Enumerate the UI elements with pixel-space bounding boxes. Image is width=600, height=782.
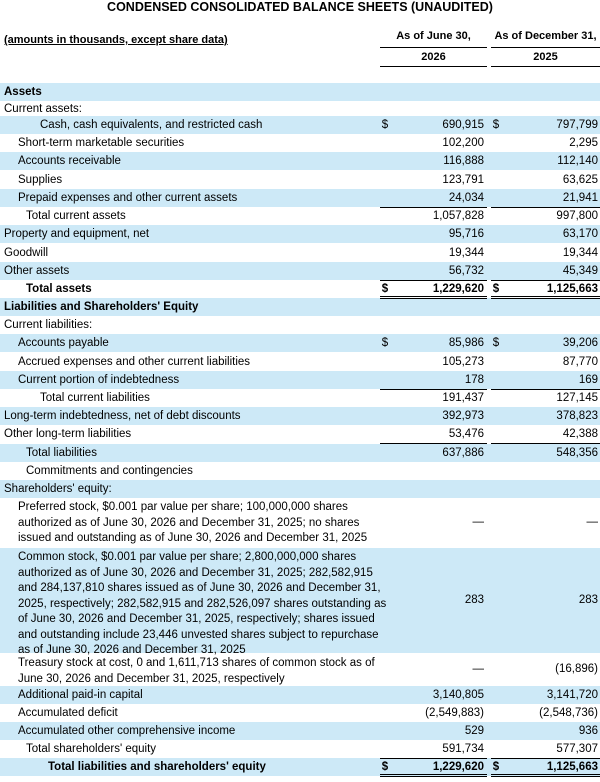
value-june-2026: (2,549,883) — [425, 707, 484, 719]
currency-symbol: $ — [492, 337, 500, 349]
value-june-2026: — — [472, 516, 484, 529]
table-row — [0, 316, 600, 334]
value-dec-2025: 45,349 — [562, 265, 598, 277]
table-row — [0, 654, 600, 686]
table-row — [0, 704, 600, 722]
subtotal-rule — [491, 758, 600, 759]
value-june-2026: 178 — [464, 374, 484, 386]
value-dec-2025: 577,307 — [556, 743, 598, 755]
table-row — [0, 548, 600, 656]
total-double-rule — [491, 774, 600, 777]
table-row — [0, 116, 600, 134]
currency-symbol: $ — [381, 761, 389, 773]
col1-header-underline — [380, 66, 487, 67]
row-label: Common stock, $0.001 par value per share; 2,800,000,000 shares authorized as of June 30, 2026 and December 31, 2025; 282,582,915 and 284,137,810 shares issued as of June 30, 2026 and December 31, 2025, respectively; 282,582,915 and 282,526,097 shares outstanding as of June 30, 2026 and December 31, 2025, respectively; shares issued and outstanding include 23,446 unvested shares subject to repurchase as of June 30, 2026 and December 31, 2025 — [18, 551, 387, 656]
row-label: Accumulated other comprehensive income — [18, 725, 236, 737]
value-dec-2025: 1,125,663 — [546, 283, 598, 295]
table-row — [0, 83, 600, 101]
row-label: Commitments and contingencies — [26, 465, 193, 477]
value-june-2026: — — [472, 663, 484, 676]
value-dec-2025: 87,770 — [562, 356, 598, 368]
subtotal-rule — [380, 443, 487, 444]
col2-header-rule — [491, 47, 600, 48]
row-label: Other assets — [4, 265, 70, 277]
value-dec-2025: — — [586, 516, 598, 529]
row-label: Total current liabilities — [40, 392, 150, 404]
row-label: Other long-term liabilities — [4, 428, 132, 440]
col2-header-year: 2025 — [533, 51, 558, 63]
value-june-2026: 123,791 — [442, 174, 484, 186]
value-june-2026: 1,229,620 — [432, 761, 484, 773]
value-june-2026: 105,273 — [442, 356, 484, 368]
row-label: Preferred stock, $0.001 par value per share; 100,000,000 shares authorized as of June 30, 2026 and December 31, 2025; no shares issued and outstanding as of June 30, 2026 and December 31, 2025 — [18, 501, 368, 544]
value-dec-2025: 169 — [578, 374, 598, 386]
value-dec-2025: 39,206 — [562, 337, 598, 349]
table-row — [0, 225, 600, 243]
subtotal-rule — [380, 280, 487, 281]
row-label: Current liabilities: — [4, 319, 93, 331]
row-label: Accounts payable — [18, 337, 109, 349]
currency-symbol: $ — [381, 283, 389, 295]
value-june-2026: 19,344 — [448, 247, 484, 259]
value-june-2026: 690,915 — [442, 119, 484, 131]
value-dec-2025: 283 — [578, 593, 598, 606]
table-row — [0, 740, 600, 758]
value-june-2026: 56,732 — [448, 265, 484, 277]
value-june-2026: 24,034 — [448, 192, 484, 204]
row-label: Shareholders' equity: — [4, 483, 112, 495]
currency-symbol: $ — [492, 761, 500, 773]
row-label: Total assets — [26, 283, 92, 295]
table-row — [0, 722, 600, 740]
table-row — [0, 262, 600, 280]
subtotal-rule — [380, 207, 487, 208]
table-row — [0, 498, 600, 548]
value-june-2026: 529 — [464, 725, 484, 737]
row-label: Long-term indebtedness, net of debt discounts — [4, 410, 241, 422]
value-june-2026: 116,888 — [443, 155, 484, 167]
row-label: Property and equipment, net — [4, 228, 150, 240]
value-dec-2025: 2,295 — [569, 137, 598, 149]
col1-header-line1: As of June 30, — [396, 30, 471, 42]
value-dec-2025: 1,125,663 — [546, 761, 598, 773]
table-row — [0, 462, 600, 480]
row-label: Short-term marketable securities — [18, 137, 185, 149]
table-row — [0, 480, 600, 498]
col2-header-underline — [491, 66, 600, 67]
value-june-2026: 102,200 — [442, 137, 484, 149]
value-june-2026: 3,140,805 — [432, 689, 484, 701]
table-row — [0, 389, 600, 407]
amounts-note: (amounts in thousands, except share data) — [4, 34, 228, 46]
value-dec-2025: 42,388 — [562, 428, 598, 440]
row-label: Current assets: — [4, 103, 82, 115]
table-row — [0, 334, 600, 352]
table-row — [0, 171, 600, 189]
table-row — [0, 444, 600, 462]
value-dec-2025: (2,548,736) — [539, 707, 598, 719]
value-june-2026: 1,057,828 — [432, 210, 484, 222]
total-double-rule — [380, 296, 487, 299]
row-label: Accumulated deficit — [18, 707, 118, 719]
table-row — [0, 207, 600, 225]
value-june-2026: 591,734 — [442, 743, 484, 755]
value-dec-2025: 378,823 — [556, 410, 598, 422]
page-title: CONDENSED CONSOLIDATED BALANCE SHEETS (UNAUDITED) — [107, 0, 493, 14]
value-dec-2025: 112,140 — [557, 155, 598, 167]
value-dec-2025: 63,170 — [562, 228, 598, 240]
row-label: Prepaid expenses and other current assets — [18, 192, 238, 204]
table-row — [0, 353, 600, 371]
row-label: Liabilities and Shareholders' Equity — [4, 301, 199, 313]
row-label: Supplies — [18, 174, 63, 186]
col1-header-year: 2026 — [421, 51, 446, 63]
subtotal-rule — [491, 207, 600, 208]
value-dec-2025: 997,800 — [556, 210, 598, 222]
total-double-rule — [491, 296, 600, 299]
value-june-2026: 392,973 — [442, 410, 484, 422]
table-row — [0, 244, 600, 262]
table-row — [0, 189, 600, 207]
col2-header-line1: As of December 31, — [494, 30, 597, 42]
row-label: Goodwill — [4, 247, 49, 259]
subtotal-rule — [491, 389, 600, 390]
subtotal-rule — [491, 443, 600, 444]
value-june-2026: 637,886 — [442, 447, 484, 459]
row-label: Total liabilities — [26, 447, 97, 459]
value-dec-2025: 3,141,720 — [546, 689, 598, 701]
subtotal-rule — [491, 280, 600, 281]
currency-symbol: $ — [381, 119, 389, 131]
value-dec-2025: 63,625 — [562, 174, 598, 186]
table-row — [0, 298, 600, 316]
row-label: Current portion of indebtedness — [18, 374, 180, 386]
row-label: Treasury stock at cost, 0 and 1,611,713 shares of common stock as of June 30, 2026 and December 31, 2025, respectively — [18, 657, 375, 685]
row-label: Additional paid-in capital — [18, 689, 143, 701]
table-row — [0, 686, 600, 704]
row-label: Accrued expenses and other current liabilities — [18, 356, 251, 368]
row-label: Total current assets — [26, 210, 126, 222]
table-row — [0, 371, 600, 389]
row-label: Total liabilities and shareholders' equity — [48, 761, 266, 773]
value-june-2026: 53,476 — [448, 428, 484, 440]
value-dec-2025: 127,145 — [556, 392, 598, 404]
table-row — [0, 407, 600, 425]
subtotal-rule — [380, 758, 487, 759]
total-double-rule — [380, 774, 487, 777]
value-june-2026: 1,229,620 — [432, 283, 484, 295]
row-label: Assets — [4, 86, 42, 98]
subtotal-rule — [380, 389, 487, 390]
col1-header-rule — [380, 47, 487, 48]
value-june-2026: 85,986 — [448, 337, 484, 349]
value-dec-2025: 21,941 — [562, 192, 598, 204]
currency-symbol: $ — [381, 337, 389, 349]
value-dec-2025: 797,799 — [556, 119, 598, 131]
row-label: Accounts receivable — [18, 155, 121, 167]
currency-symbol: $ — [492, 283, 500, 295]
row-label: Total shareholders' equity — [26, 743, 157, 755]
table-row — [0, 152, 600, 170]
value-june-2026: 191,437 — [442, 392, 484, 404]
table-row — [0, 134, 600, 152]
currency-symbol: $ — [492, 119, 500, 131]
value-dec-2025: (16,896) — [555, 663, 598, 676]
value-dec-2025: 936 — [578, 725, 598, 737]
value-june-2026: 283 — [464, 593, 484, 606]
row-label: Cash, cash equivalents, and restricted cash — [40, 119, 263, 131]
value-dec-2025: 548,356 — [556, 447, 598, 459]
table-row — [0, 425, 600, 443]
value-dec-2025: 19,344 — [562, 247, 598, 259]
value-june-2026: 95,716 — [448, 228, 484, 240]
